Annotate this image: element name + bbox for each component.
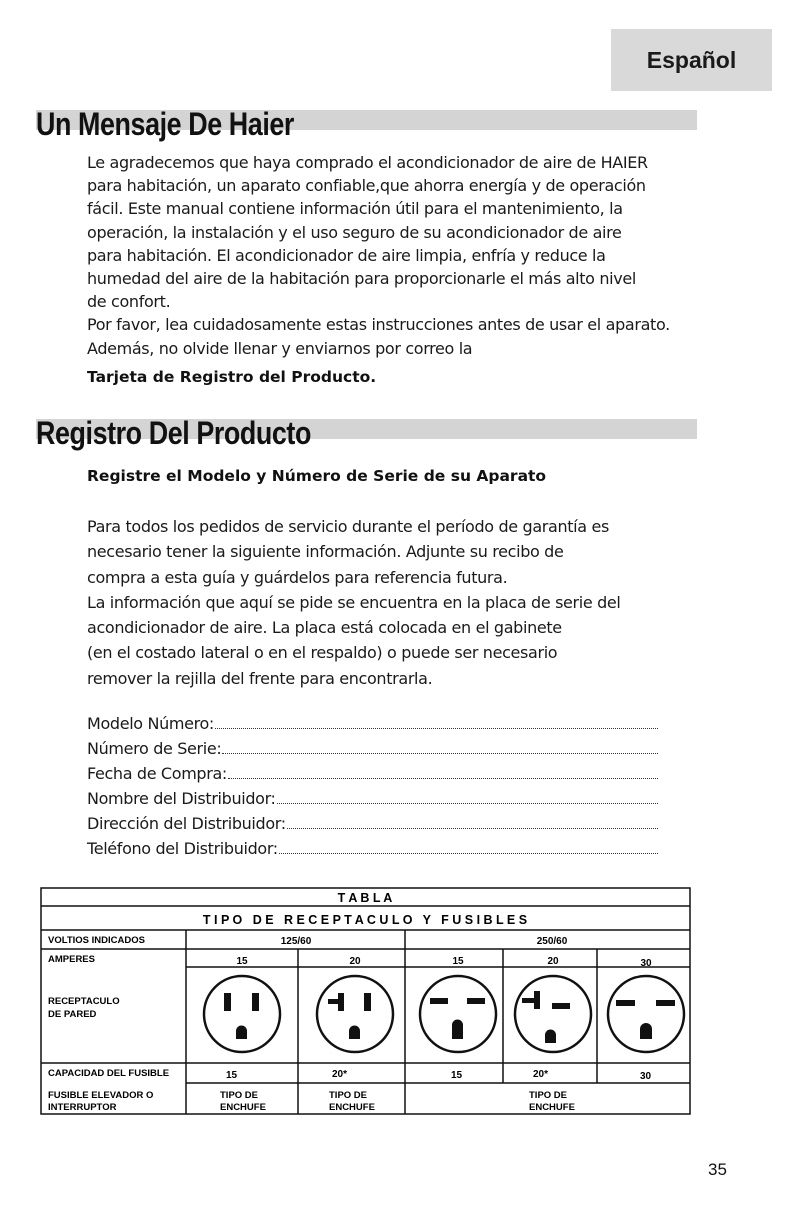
- text-line: humedad del aire de la habitación para proporcionarle el más alto nivel: [87, 269, 636, 289]
- language-tab: Español: [611, 29, 772, 91]
- fusible-value: TIPO DE: [529, 1090, 568, 1101]
- amperes-label: AMPERES: [48, 954, 95, 965]
- capacidad-value: 30: [640, 1071, 652, 1082]
- model-number-field[interactable]: [87, 708, 658, 733]
- text-line: operación, la instalación y el uso seguro de su acondicionador de aire: [87, 222, 622, 242]
- text-line: Le agradecemos que haya comprado el acondicionador de aire de HAIER: [87, 153, 648, 172]
- text-line: para habitación, un aparato confiable,que ahorra energía y de operación: [87, 176, 646, 196]
- outlet-125v-15a-icon: [204, 976, 280, 1052]
- capacidad-value: 20*: [332, 1069, 348, 1080]
- serial-number-field[interactable]: [87, 733, 658, 758]
- text-line: La información que aquí se pide se encuentra en la placa de serie del: [87, 592, 621, 612]
- text-line: de confort.: [87, 292, 171, 312]
- fusible-value: ENCHUFE: [529, 1102, 575, 1113]
- fusible-label: INTERRUPTOR: [48, 1102, 117, 1113]
- dealer-phone-field[interactable]: [87, 833, 658, 858]
- section-title-mensaje: Un Mensaje De Haier: [36, 106, 294, 142]
- field-label: Fecha de Compra:: [87, 764, 227, 783]
- fill-line: [222, 753, 658, 754]
- capacidad-value: 20*: [533, 1069, 549, 1080]
- outlet-250v-30a-icon: [608, 976, 684, 1052]
- text-line: necesario tener la siguiente información. Adjunte su recibo de: [87, 542, 564, 562]
- text-line: compra a esta guía y guárdelos para referencia futura.: [87, 567, 508, 587]
- field-label: Número de Serie:: [87, 739, 222, 758]
- registration-card-note: Tarjeta de Registro del Producto.: [87, 368, 377, 386]
- receptaculo-label: DE PARED: [48, 1009, 97, 1020]
- text-line: remover la rejilla del frente para encontrarla.: [87, 668, 433, 688]
- receptaculo-label: RECEPTACULO: [48, 996, 120, 1007]
- fusible-value: TIPO DE: [220, 1090, 259, 1101]
- outlet-125v-20a-icon: [317, 976, 393, 1052]
- text-line: Además, no olvide llenar y enviarnos por correo la: [87, 338, 473, 358]
- fill-line: [279, 853, 658, 854]
- capacidad-value: 15: [451, 1070, 463, 1081]
- fusible-value: ENCHUFE: [329, 1102, 375, 1113]
- voltios-label: VOLTIOS INDICADOS: [48, 935, 145, 946]
- field-label: Dirección del Distribuidor:: [87, 814, 286, 833]
- capacidad-value: 15: [226, 1070, 238, 1081]
- amperes-value: 20: [349, 956, 361, 967]
- outlet-250v-15a-icon: [420, 976, 496, 1052]
- text-line: para habitación. El acondicionador de aire limpia, enfría y reduce la: [87, 245, 606, 265]
- purchase-date-field[interactable]: [87, 758, 658, 783]
- registration-paragraph: [87, 514, 677, 691]
- amperes-value: 30: [640, 958, 652, 969]
- text-line: fácil. Este manual contiene información útil para el mantenimiento, la: [87, 199, 623, 219]
- amperes-value: 20: [547, 956, 559, 967]
- fusible-value: ENCHUFE: [220, 1102, 266, 1113]
- section-title-registro: Registro Del Producto: [36, 415, 311, 451]
- dealer-name-field[interactable]: [87, 783, 658, 808]
- text-line: Para todos los pedidos de servicio durante el período de garantía es: [87, 517, 609, 536]
- fusible-value: TIPO DE: [329, 1090, 368, 1101]
- text-line: (en el costado lateral o en el respaldo) o puede ser necesario: [87, 643, 558, 663]
- page-number: 35: [708, 1160, 727, 1179]
- field-label: Modelo Número:: [87, 714, 214, 733]
- table-title: T A B L A: [337, 891, 393, 905]
- fusible-label: FUSIBLE ELEVADOR O: [48, 1090, 154, 1101]
- text-line: Por favor, lea cuidadosamente estas instrucciones antes de usar el aparato.: [87, 315, 670, 335]
- fill-line: [277, 803, 658, 804]
- intro-paragraph: [87, 151, 677, 360]
- table-subtitle: T I P O D E R E C E P T A C U L O Y F U S I B L E S: [202, 913, 528, 927]
- voltios-250: 250/60: [536, 936, 568, 947]
- capacidad-label: CAPACIDAD DEL FUSIBLE: [48, 1068, 170, 1079]
- field-label: Nombre del Distribuidor:: [87, 789, 276, 808]
- text-line: acondicionador de aire. La placa está colocada en el gabinete: [87, 618, 562, 638]
- amperes-value: 15: [452, 956, 464, 967]
- amperes-value: 15: [236, 956, 248, 967]
- fill-line: [287, 828, 658, 829]
- voltios-125: 125/60: [280, 936, 312, 947]
- dealer-address-field[interactable]: [87, 808, 658, 833]
- outlet-250v-20a-icon: [515, 976, 591, 1052]
- fill-line: [215, 728, 658, 729]
- fill-line: [228, 778, 658, 779]
- registration-subtitle: Registre el Modelo y Número de Serie de su Aparato: [87, 467, 547, 485]
- field-label: Teléfono del Distribuidor:: [87, 839, 278, 858]
- receptacle-fuse-table: [40, 887, 692, 1117]
